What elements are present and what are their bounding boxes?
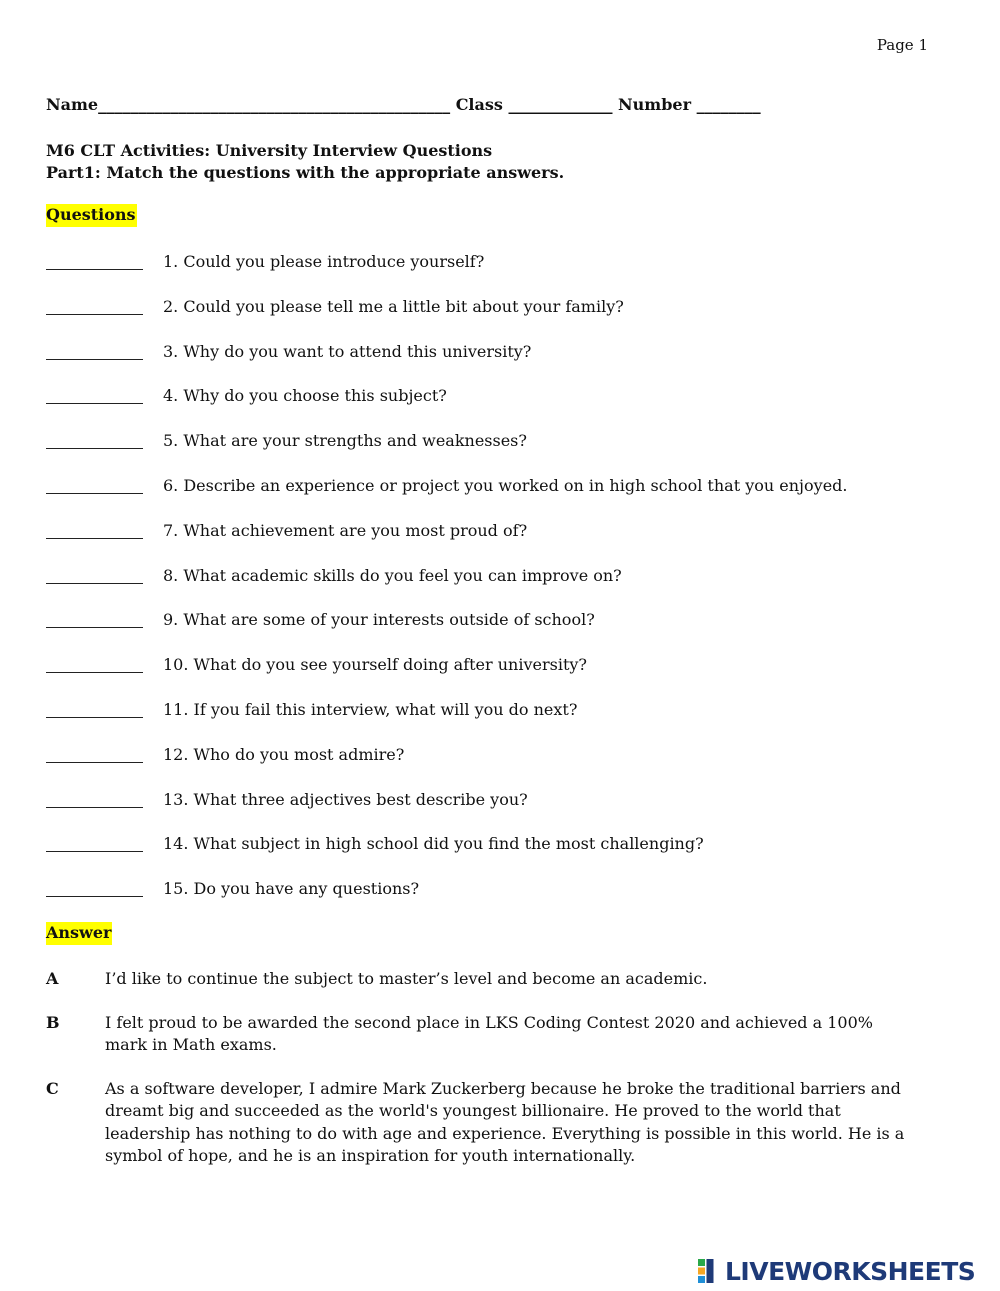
question-row — [46, 834, 946, 879]
question-text: 15. Do you have any questions? — [163, 879, 420, 899]
answer-blank-field[interactable] — [46, 386, 143, 404]
answer-blank-field[interactable] — [46, 610, 143, 628]
question-list — [46, 252, 946, 924]
questions-heading-wrap — [46, 205, 137, 224]
answer-text: As a software developer, I admire Mark Zuckerberg because he broke the traditional barriers and dreamt big and succeeded as the world's youngest billionaire. He proved to the world that leadership has nothing to do with age and experience. Everything is possible in this world. He is a symbol of hope, and he is an inspiration for youth internationally. — [105, 1078, 905, 1165]
answer-heading: Answer — [46, 922, 112, 945]
question-row — [46, 521, 946, 566]
question-row — [46, 566, 946, 611]
liveworksheets-logo-icon — [698, 1259, 722, 1283]
question-text: 4. Why do you choose this subject? — [163, 386, 447, 406]
question-text: 9. What are some of your interests outside of school? — [163, 610, 595, 630]
page-number: Page 1 — [876, 36, 928, 54]
answer-letter: C — [46, 1078, 59, 1098]
question-text: 3. Why do you want to attend this university? — [163, 341, 532, 361]
question-row — [46, 297, 946, 342]
answer-row — [46, 968, 906, 991]
answer-blank-field[interactable] — [46, 297, 143, 315]
class-label: Class — [455, 95, 503, 114]
answer-row — [46, 1012, 906, 1057]
question-text: 2. Could you please tell me a little bit about your family? — [163, 296, 624, 316]
question-text: 14. What subject in high school did you find the most challenging? — [163, 834, 704, 854]
liveworksheets-logo — [698, 1256, 975, 1286]
question-row — [46, 342, 946, 387]
answer-list — [46, 968, 906, 1168]
answer-blank-field[interactable] — [46, 745, 143, 763]
question-row — [46, 700, 946, 745]
answer-letter: B — [46, 1012, 60, 1032]
answer-row — [46, 1078, 906, 1168]
question-text: 7. What achievement are you most proud of? — [163, 520, 528, 540]
question-row — [46, 879, 946, 924]
question-text: 13. What three adjectives best describe you? — [163, 789, 528, 809]
question-row — [46, 386, 946, 431]
number-field[interactable]: ________ — [696, 95, 761, 114]
answer-blank-field[interactable] — [46, 521, 143, 539]
question-text: 6. Describe an experience or project you worked on in high school that you enjoyed. — [163, 475, 848, 495]
answer-letter: A — [46, 969, 59, 988]
question-text: 12. Who do you most admire? — [163, 744, 405, 764]
answer-blank-field[interactable] — [46, 834, 143, 852]
question-row — [46, 610, 946, 655]
question-row — [46, 252, 946, 297]
question-text: 8. What academic skills do you feel you can improve on? — [163, 565, 622, 585]
question-row — [46, 476, 946, 521]
question-text: 1. Could you please introduce yourself? — [163, 252, 485, 271]
answer-text: I felt proud to be awarded the second place in LKS Coding Contest 2020 and achieved a 100% mark in Math exams. — [105, 1012, 873, 1054]
answer-text: I’d like to continue the subject to master’s level and become an academic. — [105, 969, 708, 988]
name-label: Name — [46, 95, 99, 114]
question-row — [46, 790, 946, 835]
answer-blank-field[interactable] — [46, 431, 143, 449]
answer-blank-field[interactable] — [46, 655, 143, 673]
question-row — [46, 655, 946, 700]
question-text: 11. If you fail this interview, what will you do next? — [163, 699, 578, 719]
name-field[interactable]: ____________________________________________ — [98, 95, 451, 114]
questions-heading: Questions — [46, 204, 137, 227]
answer-blank-field[interactable] — [46, 879, 143, 897]
question-text: 10. What do you see yourself doing after university? — [163, 655, 587, 675]
answer-blank-field[interactable] — [46, 342, 143, 360]
number-label: Number — [618, 95, 692, 114]
question-row — [46, 745, 946, 790]
title-block — [46, 140, 564, 184]
question-row — [46, 431, 946, 476]
worksheet-title: M6 CLT Activities: University Interview Questions — [46, 141, 493, 160]
answer-blank-field[interactable] — [46, 252, 143, 270]
answer-heading-wrap — [46, 923, 112, 942]
answer-blank-field[interactable] — [46, 700, 143, 718]
instruction-text: Part1: Match the questions with the appropriate answers. — [46, 163, 565, 182]
student-info-line — [46, 95, 761, 114]
answer-blank-field[interactable] — [46, 476, 143, 494]
liveworksheets-logo-text: LIVEWORKSHEETS — [725, 1256, 976, 1286]
answer-blank-field[interactable] — [46, 566, 143, 584]
class-field[interactable]: _____________ — [508, 95, 613, 114]
question-text: 5. What are your strengths and weaknesses? — [163, 431, 527, 451]
answer-blank-field[interactable] — [46, 790, 143, 808]
